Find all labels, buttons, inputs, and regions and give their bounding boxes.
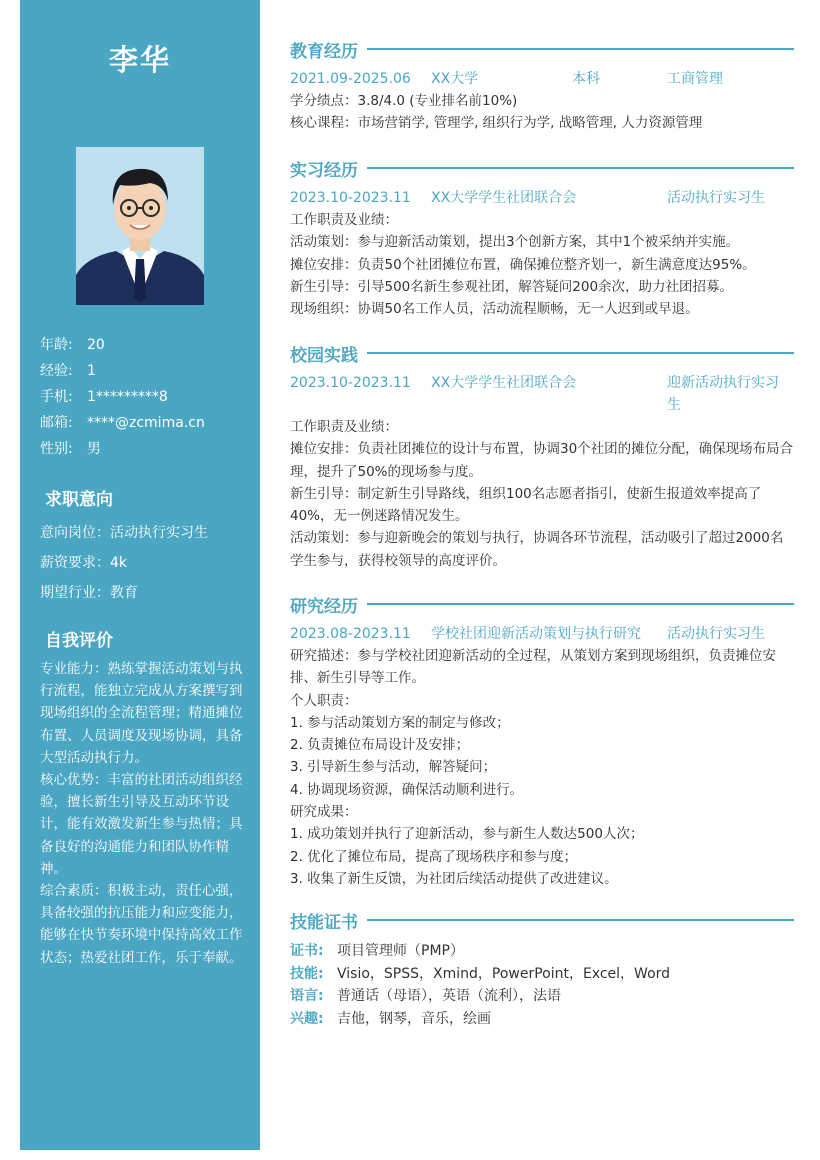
education-details: [290, 90, 794, 135]
internship-section: [290, 156, 794, 320]
sidebar: [20, 0, 260, 1150]
info-age: 年龄: 20: [40, 337, 105, 353]
research-meta: [290, 623, 794, 645]
research-line: 2. 负责摊位布局设计及安排；: [290, 737, 470, 754]
research-date: 2023.08-2023.11: [290, 626, 411, 642]
profile-photo: [76, 147, 204, 305]
research-role: 活动执行实习生: [667, 626, 765, 642]
self-eval-paragraph: 专业能力：熟练掌握活动策划与执行流程，能独立完成从方案撰写到现场组织的全流程管理；精通摊位布置、人员调度及现场协调，具备大型活动执行力。: [40, 661, 243, 766]
internship-line: 活动策划：参与迎新活动策划，提出3个创新方案，其中1个被采纳并实施。: [290, 234, 740, 251]
internship-line: 工作职责及业绩：: [290, 212, 398, 228]
self-eval-paragraph: 核心优势：丰富的社团活动组织经验，擅长新生引导及互动环节设计，能有效激发新生参与热情；具备良好的沟通能力和团队协作精神。: [40, 772, 243, 877]
education-section: [290, 37, 794, 135]
research-line: 研究描述：参与学校社团迎新活动的全过程，从策划方案到现场组织，负责摊位安排、新生引导等工作。: [290, 648, 776, 687]
research-line: 3. 收集了新生反馈，为社团后续活动提供了改进建议。: [290, 870, 618, 887]
internship-meta: [290, 187, 794, 209]
research-line: 1. 参与活动策划方案的制定与修改；: [290, 714, 510, 731]
info-experience: 经验: 1: [40, 363, 96, 379]
education-line: 学分绩点：3.8/4.0 (专业排名前10%): [290, 93, 518, 109]
education-meta: [290, 68, 794, 90]
education-school: XX大学: [431, 71, 479, 87]
divider: [367, 48, 794, 50]
divider: [367, 603, 794, 605]
education-line: 核心课程：市场营销学, 管理学, 组织行为学, 战略管理, 人力资源管理: [290, 115, 703, 132]
intent-industry: 期望行业：教育: [40, 585, 138, 601]
research-line: 研究成果：: [290, 804, 358, 821]
campus-org: XX大学学生社团联合会: [431, 375, 577, 391]
self-eval-paragraph: 综合素质：积极主动，责任心强，具备较强的抗压能力和应变能力，能够在快节奏环境中保持高效工作状态；热爱社团工作，乐于奉献。: [40, 883, 243, 966]
intent-list: [40, 522, 255, 612]
campus-meta: [290, 372, 794, 416]
candidate-name: 李华: [108, 43, 171, 77]
internship-line: 现场组织：协调50名工作人员，活动流程顺畅，无一人迟到或早退。: [290, 301, 699, 318]
skill-row-certificate: 证书: 项目管理师（PMP）: [290, 943, 464, 959]
research-line: 1. 成功策划并执行了迎新活动，参与新生人数达500人次；: [290, 826, 644, 843]
research-details: [290, 645, 794, 890]
basic-info-list: [40, 334, 250, 464]
info-email: 邮箱: ****@zcmima.cn: [40, 415, 205, 431]
research-project: 学校社团迎新活动策划与执行研究: [431, 626, 641, 642]
skills-heading: 技能证书: [290, 912, 358, 933]
intent-salary: 薪资要求：4k: [40, 555, 128, 571]
campus-heading: 校园实践: [290, 345, 358, 366]
education-date: 2021.09-2025.06: [290, 71, 411, 87]
research-section: [290, 592, 794, 890]
campus-line: 活动策划：参与迎新晚会的策划与执行，协调各环节流程，活动吸引了超过2000名学生参与，获得校领导的高度评价。: [290, 530, 784, 569]
intent-heading: 求职意向: [45, 490, 113, 510]
info-gender: 性别: 男: [40, 441, 101, 457]
internship-date: 2023.10-2023.11: [290, 190, 411, 206]
education-heading: 教育经历: [290, 41, 358, 62]
internship-line: 摊位安排：负责50个社团摊位布置，确保摊位整齐划一，新生满意度达95%。: [290, 256, 756, 273]
education-degree: 本科: [572, 71, 600, 87]
internship-org: XX大学学生社团联合会: [431, 190, 577, 206]
skill-row-interests: 兴趣: 吉他，钢琴，音乐，绘画: [290, 1010, 491, 1027]
research-line: 个人职责：: [290, 692, 358, 709]
divider: [367, 167, 794, 169]
internship-details: [290, 209, 794, 320]
education-major: 工商管理: [667, 71, 723, 87]
internship-role: 活动执行实习生: [667, 190, 765, 206]
divider: [367, 919, 794, 921]
skills-list: [290, 940, 794, 1030]
research-line: 4. 协调现场资源，确保活动顺利进行。: [290, 781, 524, 798]
campus-role: 迎新活动执行实习生: [667, 375, 779, 413]
research-line: 2. 优化了摊位布局，提高了现场秩序和参与度；: [290, 848, 578, 865]
avatar-illustration: [76, 147, 204, 305]
skill-row-skills: 技能: Visio，SPSS，Xmind，PowerPoint，Excel，Word: [290, 965, 671, 982]
research-heading: 研究经历: [290, 596, 358, 617]
internship-heading: 实习经历: [290, 160, 358, 181]
skills-section: [290, 908, 794, 1030]
campus-details: [290, 416, 794, 572]
campus-line: 摊位安排：负责社团摊位的设计与布置，协调30个社团的摊位分配，确保现场布局合理，提升了50%的现场参与度。: [290, 441, 794, 480]
research-line: 3. 引导新生参与活动，解答疑问；: [290, 759, 497, 776]
skill-row-language: 语言: 普通话（母语），英语（流利），法语: [290, 988, 561, 1004]
campus-line: 工作职责及业绩：: [290, 419, 398, 435]
self-eval-text: [40, 658, 245, 969]
divider: [367, 352, 794, 354]
campus-date: 2023.10-2023.11: [290, 375, 411, 391]
campus-line: 新生引导：制定新生引导路线，组织100名志愿者指引，使新生报道效率提高了40%，无一例迷路情况发生。: [290, 485, 762, 525]
info-phone: 手机: 1*********8: [40, 389, 168, 405]
campus-section: [290, 341, 794, 572]
self-eval-heading: 自我评价: [45, 631, 113, 651]
intent-position: 意向岗位：活动执行实习生: [40, 525, 208, 541]
internship-line: 新生引导：引导500名新生参观社团，解答疑问200余次，助力社团招募。: [290, 278, 734, 295]
